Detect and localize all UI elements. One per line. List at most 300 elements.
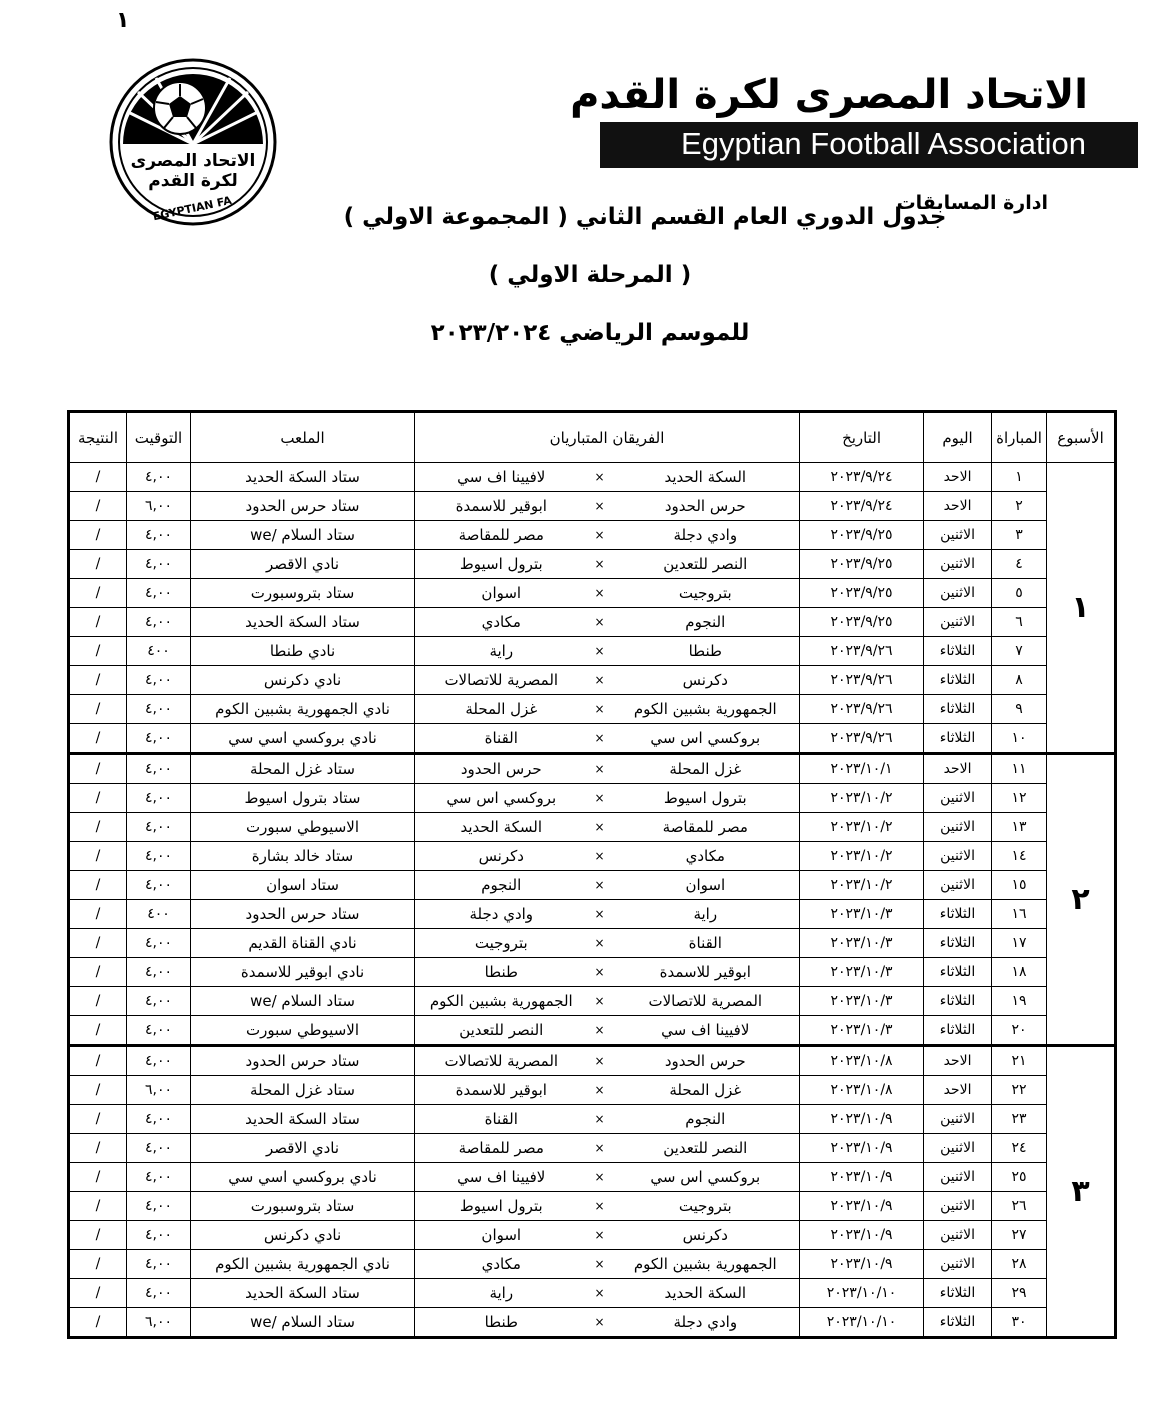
match-date: ٢٠٢٣/١٠/٣: [800, 900, 924, 929]
table-row: [69, 1016, 1116, 1046]
match-stadium: نادي بروكسي اسي سي: [191, 724, 415, 754]
match-stadium: ستاد السلام /we: [191, 987, 415, 1016]
match-date: ٢٠٢٣/١٠/١٠: [800, 1279, 924, 1308]
away-team: اسوان: [415, 1221, 588, 1250]
match-number: ٧: [992, 637, 1047, 666]
match-day: الاثنين: [924, 521, 992, 550]
table-row: [69, 784, 1116, 813]
match-result: /: [69, 608, 127, 637]
home-team: ابوقير للاسمدة: [612, 958, 800, 987]
match-date: ٢٠٢٣/١٠/٣: [800, 987, 924, 1016]
match-day: الاثنين: [924, 1221, 992, 1250]
org-name-arabic: الاتحاد المصرى لكرة القدم: [570, 72, 1088, 118]
home-team: النصر للتعدين: [612, 550, 800, 579]
match-time: ٤,٠٠: [127, 521, 191, 550]
table-row: [69, 492, 1116, 521]
versus-mark: ×: [588, 579, 612, 608]
match-date: ٢٠٢٣/٩/٢٦: [800, 666, 924, 695]
table-row: [69, 608, 1116, 637]
match-time: ٤,٠٠: [127, 608, 191, 637]
versus-mark: ×: [588, 900, 612, 929]
match-time: ٤,٠٠: [127, 550, 191, 579]
away-team: القناة: [415, 724, 588, 754]
match-day: الاثنين: [924, 608, 992, 637]
fixtures-body: [69, 463, 1116, 1338]
away-team: السكة الحديد: [415, 813, 588, 842]
away-team: ابوقير للاسمدة: [415, 492, 588, 521]
versus-mark: ×: [588, 637, 612, 666]
versus-mark: ×: [588, 1192, 612, 1221]
match-date: ٢٠٢٣/١٠/٩: [800, 1221, 924, 1250]
match-result: /: [69, 579, 127, 608]
match-stadium: ستاد حرس الحدود: [191, 1046, 415, 1076]
match-stadium: ستاد السكة الحديد: [191, 1279, 415, 1308]
match-date: ٢٠٢٣/١٠/٣: [800, 958, 924, 987]
home-team: مكادي: [612, 842, 800, 871]
match-result: /: [69, 1163, 127, 1192]
match-date: ٢٠٢٣/٩/٢٦: [800, 637, 924, 666]
versus-mark: ×: [588, 724, 612, 754]
match-result: /: [69, 666, 127, 695]
match-number: ١٠: [992, 724, 1047, 754]
match-number: ٢٣: [992, 1105, 1047, 1134]
match-time: ٤,٠٠: [127, 871, 191, 900]
match-day: الاثنين: [924, 1163, 992, 1192]
match-time: ٤٠٠: [127, 637, 191, 666]
table-row: [69, 1163, 1116, 1192]
versus-mark: ×: [588, 608, 612, 637]
match-stadium: نادي دكرنس: [191, 666, 415, 695]
home-team: الجمهورية بشبين الكوم: [612, 1250, 800, 1279]
match-day: الاحد: [924, 1046, 992, 1076]
match-date: ٢٠٢٣/٩/٢٦: [800, 695, 924, 724]
match-time: ٦,٠٠: [127, 1308, 191, 1338]
versus-mark: ×: [588, 987, 612, 1016]
match-date: ٢٠٢٣/١٠/٣: [800, 1016, 924, 1046]
match-stadium: نادي القناة القديم: [191, 929, 415, 958]
match-number: ٦: [992, 608, 1047, 637]
versus-mark: ×: [588, 958, 612, 987]
away-team: بترول اسيوط: [415, 1192, 588, 1221]
table-row: [69, 1250, 1116, 1279]
versus-mark: ×: [588, 813, 612, 842]
home-team: اسوان: [612, 871, 800, 900]
versus-mark: ×: [588, 1046, 612, 1076]
match-number: ١١: [992, 754, 1047, 784]
home-team: السكة الحديد: [612, 463, 800, 492]
match-time: ٤,٠٠: [127, 958, 191, 987]
table-row: [69, 521, 1116, 550]
match-time: ٤,٠٠: [127, 666, 191, 695]
versus-mark: ×: [588, 1221, 612, 1250]
table-row: [69, 842, 1116, 871]
match-result: /: [69, 550, 127, 579]
versus-mark: ×: [588, 842, 612, 871]
match-number: ٢١: [992, 1046, 1047, 1076]
match-stadium: نادي الجمهورية بشبين الكوم: [191, 695, 415, 724]
match-result: /: [69, 463, 127, 492]
match-date: ٢٠٢٣/١٠/٢: [800, 871, 924, 900]
match-day: الثلاثاء: [924, 1016, 992, 1046]
match-date: ٢٠٢٣/٩/٢٦: [800, 724, 924, 754]
match-stadium: ستاد بتروسبورت: [191, 579, 415, 608]
match-result: /: [69, 929, 127, 958]
match-number: ١٩: [992, 987, 1047, 1016]
home-team: حرس الحدود: [612, 1046, 800, 1076]
match-result: /: [69, 724, 127, 754]
match-number: ٥: [992, 579, 1047, 608]
home-team: غزل المحلة: [612, 754, 800, 784]
match-stadium: نادي ابوقير للاسمدة: [191, 958, 415, 987]
table-row: [69, 754, 1116, 784]
match-day: الاثنين: [924, 1134, 992, 1163]
match-result: /: [69, 987, 127, 1016]
home-team: وادي دجلة: [612, 1308, 800, 1338]
match-stadium: ستاد السكة الحديد: [191, 463, 415, 492]
home-team: السكة الحديد: [612, 1279, 800, 1308]
match-number: ١٦: [992, 900, 1047, 929]
match-number: ٢: [992, 492, 1047, 521]
header-time: التوقيت: [127, 412, 191, 463]
home-team: مصر للمقاصة: [612, 813, 800, 842]
match-result: /: [69, 900, 127, 929]
match-number: ٢٨: [992, 1250, 1047, 1279]
match-day: الاثنين: [924, 813, 992, 842]
table-row: [69, 900, 1116, 929]
table-row: [69, 871, 1116, 900]
versus-mark: ×: [588, 1105, 612, 1134]
home-team: بتروجيت: [612, 1192, 800, 1221]
match-number: ٤: [992, 550, 1047, 579]
home-team: النجوم: [612, 608, 800, 637]
away-team: راية: [415, 1279, 588, 1308]
match-date: ٢٠٢٣/١٠/١٠: [800, 1308, 924, 1338]
match-day: الاثنين: [924, 579, 992, 608]
schedule-title: جدول الدوري العام القسم الثاني ( المجموعة الاولي ): [343, 204, 947, 230]
match-result: /: [69, 1134, 127, 1163]
match-stadium: ستاد خالد بشارة: [191, 842, 415, 871]
home-team: راية: [612, 900, 800, 929]
match-date: ٢٠٢٣/١٠/٢: [800, 842, 924, 871]
match-time: ٤,٠٠: [127, 1250, 191, 1279]
match-number: ٢٦: [992, 1192, 1047, 1221]
match-time: ٤,٠٠: [127, 842, 191, 871]
match-day: الثلاثاء: [924, 958, 992, 987]
match-result: /: [69, 1308, 127, 1338]
away-team: لافيينا اف سي: [415, 463, 588, 492]
match-number: ١٧: [992, 929, 1047, 958]
match-time: ٤,٠٠: [127, 784, 191, 813]
match-date: ٢٠٢٣/٩/٢٥: [800, 579, 924, 608]
match-day: الثلاثاء: [924, 1279, 992, 1308]
home-team: دكرنس: [612, 666, 800, 695]
match-number: ١٥: [992, 871, 1047, 900]
department-label: ادارة المسابقات: [896, 192, 1048, 214]
match-time: ٤,٠٠: [127, 929, 191, 958]
match-day: الاثنين: [924, 1192, 992, 1221]
away-team: وادي دجلة: [415, 900, 588, 929]
match-date: ٢٠٢٣/١٠/٨: [800, 1076, 924, 1105]
match-result: /: [69, 1279, 127, 1308]
away-team: بترول اسيوط: [415, 550, 588, 579]
header-week: الأسبوع: [1047, 412, 1116, 463]
header-result: النتيجة: [69, 412, 127, 463]
logo-text-ar-2: لكرة القدم: [148, 171, 238, 191]
home-team: الجمهورية بشبين الكوم: [612, 695, 800, 724]
versus-mark: ×: [588, 1308, 612, 1338]
match-result: /: [69, 1016, 127, 1046]
away-team: دكرنس: [415, 842, 588, 871]
match-number: ٩: [992, 695, 1047, 724]
match-number: ٢٩: [992, 1279, 1047, 1308]
match-date: ٢٠٢٣/٩/٢٥: [800, 608, 924, 637]
home-team: بروكسي اس سي: [612, 724, 800, 754]
match-number: ١٣: [992, 813, 1047, 842]
match-day: الاحد: [924, 463, 992, 492]
match-day: الاثنين: [924, 871, 992, 900]
away-team: مكادي: [415, 1250, 588, 1279]
match-number: ٣: [992, 521, 1047, 550]
table-row: [69, 1134, 1116, 1163]
header-match: المباراة: [992, 412, 1047, 463]
table-row: [69, 1308, 1116, 1338]
match-stadium: نادي الاقصر: [191, 550, 415, 579]
match-date: ٢٠٢٣/٩/٢٤: [800, 463, 924, 492]
table-row: [69, 463, 1116, 492]
week-number: ٢: [1047, 754, 1116, 1046]
home-team: وادي دجلة: [612, 521, 800, 550]
home-team: لافيينا اف سي: [612, 1016, 800, 1046]
match-time: ٤,٠٠: [127, 1105, 191, 1134]
match-time: ٤٠٠: [127, 900, 191, 929]
match-date: ٢٠٢٣/١٠/٩: [800, 1192, 924, 1221]
match-day: الاثنين: [924, 1250, 992, 1279]
away-team: راية: [415, 637, 588, 666]
match-result: /: [69, 521, 127, 550]
match-number: ١٤: [992, 842, 1047, 871]
match-day: الاثنين: [924, 784, 992, 813]
home-team: القناة: [612, 929, 800, 958]
home-team: المصرية للاتصالات: [612, 987, 800, 1016]
match-stadium: ستاد حرس الحدود: [191, 492, 415, 521]
home-team: طنطا: [612, 637, 800, 666]
match-result: /: [69, 1105, 127, 1134]
away-team: بروكسي اس سي: [415, 784, 588, 813]
away-team: مصر للمقاصة: [415, 1134, 588, 1163]
match-date: ٢٠٢٣/١٠/٩: [800, 1163, 924, 1192]
match-date: ٢٠٢٣/١٠/٩: [800, 1105, 924, 1134]
match-day: الاحد: [924, 1076, 992, 1105]
match-day: الثلاثاء: [924, 637, 992, 666]
match-day: الثلاثاء: [924, 900, 992, 929]
match-day: الثلاثاء: [924, 1308, 992, 1338]
versus-mark: ×: [588, 666, 612, 695]
match-result: /: [69, 637, 127, 666]
table-row: [69, 1105, 1116, 1134]
match-day: الاحد: [924, 754, 992, 784]
versus-mark: ×: [588, 1250, 612, 1279]
home-team: النصر للتعدين: [612, 1134, 800, 1163]
match-stadium: ستاد السلام /we: [191, 1308, 415, 1338]
match-time: ٤,٠٠: [127, 1279, 191, 1308]
home-team: حرس الحدود: [612, 492, 800, 521]
match-number: ١: [992, 463, 1047, 492]
match-time: ٤,٠٠: [127, 813, 191, 842]
match-time: ٤,٠٠: [127, 1016, 191, 1046]
match-result: /: [69, 754, 127, 784]
match-date: ٢٠٢٣/١٠/١: [800, 754, 924, 784]
match-stadium: ستاد حرس الحدود: [191, 900, 415, 929]
table-row: [69, 550, 1116, 579]
match-time: ٦,٠٠: [127, 1076, 191, 1105]
match-number: ٢٥: [992, 1163, 1047, 1192]
table-row: [69, 1076, 1116, 1105]
table-row: [69, 579, 1116, 608]
schedule-season: للموسم الرياضي ٢٠٢٣/٢٠٢٤: [430, 320, 750, 346]
match-date: ٢٠٢٣/١٠/٨: [800, 1046, 924, 1076]
versus-mark: ×: [588, 1076, 612, 1105]
away-team: المصرية للاتصالات: [415, 666, 588, 695]
versus-mark: ×: [588, 784, 612, 813]
match-time: ٤,٠٠: [127, 754, 191, 784]
header-day: اليوم: [924, 412, 992, 463]
match-date: ٢٠٢٣/٩/٢٥: [800, 521, 924, 550]
match-result: /: [69, 842, 127, 871]
match-day: الاثنين: [924, 550, 992, 579]
away-team: القناة: [415, 1105, 588, 1134]
home-team: غزل المحلة: [612, 1076, 800, 1105]
match-date: ٢٠٢٣/١٠/٣: [800, 929, 924, 958]
versus-mark: ×: [588, 1279, 612, 1308]
match-date: ٢٠٢٣/١٠/٩: [800, 1134, 924, 1163]
match-time: ٤,٠٠: [127, 1134, 191, 1163]
match-result: /: [69, 1046, 127, 1076]
home-team: دكرنس: [612, 1221, 800, 1250]
match-number: ١٢: [992, 784, 1047, 813]
match-number: ٢٤: [992, 1134, 1047, 1163]
header-teams: الفريقان المتباريان: [415, 412, 800, 463]
week-number: ١: [1047, 463, 1116, 754]
match-day: الاثنين: [924, 842, 992, 871]
match-stadium: ستاد بترول اسيوط: [191, 784, 415, 813]
match-day: الثلاثاء: [924, 724, 992, 754]
match-time: ٤,٠٠: [127, 1046, 191, 1076]
match-date: ٢٠٢٣/٩/٢٤: [800, 492, 924, 521]
match-time: ٤,٠٠: [127, 1221, 191, 1250]
away-team: النصر للتعدين: [415, 1016, 588, 1046]
versus-mark: ×: [588, 550, 612, 579]
table-row: [69, 958, 1116, 987]
versus-mark: ×: [588, 929, 612, 958]
home-team: النجوم: [612, 1105, 800, 1134]
match-result: /: [69, 1192, 127, 1221]
away-team: بتروجيت: [415, 929, 588, 958]
match-stadium: نادي الجمهورية بشبين الكوم: [191, 1250, 415, 1279]
match-result: /: [69, 1076, 127, 1105]
match-time: ٤,٠٠: [127, 463, 191, 492]
match-stadium: الاسيوطي سبورت: [191, 813, 415, 842]
match-result: /: [69, 1221, 127, 1250]
week-number: ٣: [1047, 1046, 1116, 1338]
match-stadium: الاسيوطي سبورت: [191, 1016, 415, 1046]
versus-mark: ×: [588, 1163, 612, 1192]
match-date: ٢٠٢٣/٩/٢٥: [800, 550, 924, 579]
match-stadium: ستاد السكة الحديد: [191, 608, 415, 637]
match-day: الاثنين: [924, 1105, 992, 1134]
away-team: لافيينا اف سي: [415, 1163, 588, 1192]
versus-mark: ×: [588, 871, 612, 900]
table-row: [69, 695, 1116, 724]
match-number: ٨: [992, 666, 1047, 695]
away-team: ابوقير للاسمدة: [415, 1076, 588, 1105]
table-row: [69, 987, 1116, 1016]
table-row: [69, 724, 1116, 754]
match-number: ٢٧: [992, 1221, 1047, 1250]
match-result: /: [69, 1250, 127, 1279]
versus-mark: ×: [588, 463, 612, 492]
away-team: النجوم: [415, 871, 588, 900]
match-time: ٤,٠٠: [127, 1192, 191, 1221]
match-time: ٤,٠٠: [127, 987, 191, 1016]
header-date: التاريخ: [800, 412, 924, 463]
match-number: ١٨: [992, 958, 1047, 987]
table-row: [69, 929, 1116, 958]
match-time: ٤,٠٠: [127, 724, 191, 754]
away-team: اسوان: [415, 579, 588, 608]
table-row: [69, 1221, 1116, 1250]
match-stadium: ستاد بتروسبورت: [191, 1192, 415, 1221]
match-time: ٤,٠٠: [127, 695, 191, 724]
match-number: ٢٠: [992, 1016, 1047, 1046]
home-team: بتروجيت: [612, 579, 800, 608]
schedule-phase: ( المرحلة الاولي ): [488, 262, 692, 288]
header-stadium: الملعب: [191, 412, 415, 463]
away-team: مكادي: [415, 608, 588, 637]
match-result: /: [69, 492, 127, 521]
match-stadium: نادي بروكسي اسي سي: [191, 1163, 415, 1192]
match-day: الثلاثاء: [924, 929, 992, 958]
match-day: الاحد: [924, 492, 992, 521]
match-stadium: ستاد غزل المحلة: [191, 1076, 415, 1105]
away-team: حرس الحدود: [415, 754, 588, 784]
match-day: الثلاثاء: [924, 695, 992, 724]
match-stadium: ستاد السلام /we: [191, 521, 415, 550]
versus-mark: ×: [588, 754, 612, 784]
match-time: ٦,٠٠: [127, 492, 191, 521]
home-team: بترول اسيوط: [612, 784, 800, 813]
versus-mark: ×: [588, 695, 612, 724]
away-team: طنطا: [415, 958, 588, 987]
versus-mark: ×: [588, 521, 612, 550]
table-row: [69, 666, 1116, 695]
match-result: /: [69, 695, 127, 724]
away-team: غزل المحلة: [415, 695, 588, 724]
org-name-english: Egyptian Football Association: [600, 122, 1138, 168]
away-team: المصرية للاتصالات: [415, 1046, 588, 1076]
versus-mark: ×: [588, 1134, 612, 1163]
match-result: /: [69, 813, 127, 842]
table-row: [69, 637, 1116, 666]
match-stadium: نادي طنطا: [191, 637, 415, 666]
match-time: ٤,٠٠: [127, 1163, 191, 1192]
away-team: الجمهورية بشبين الكوم: [415, 987, 588, 1016]
logo-text-en: EGYPTIAN FA: [151, 193, 233, 224]
versus-mark: ×: [588, 1016, 612, 1046]
away-team: طنطا: [415, 1308, 588, 1338]
versus-mark: ×: [588, 492, 612, 521]
match-result: /: [69, 871, 127, 900]
page-corner-mark: ١: [116, 8, 130, 33]
